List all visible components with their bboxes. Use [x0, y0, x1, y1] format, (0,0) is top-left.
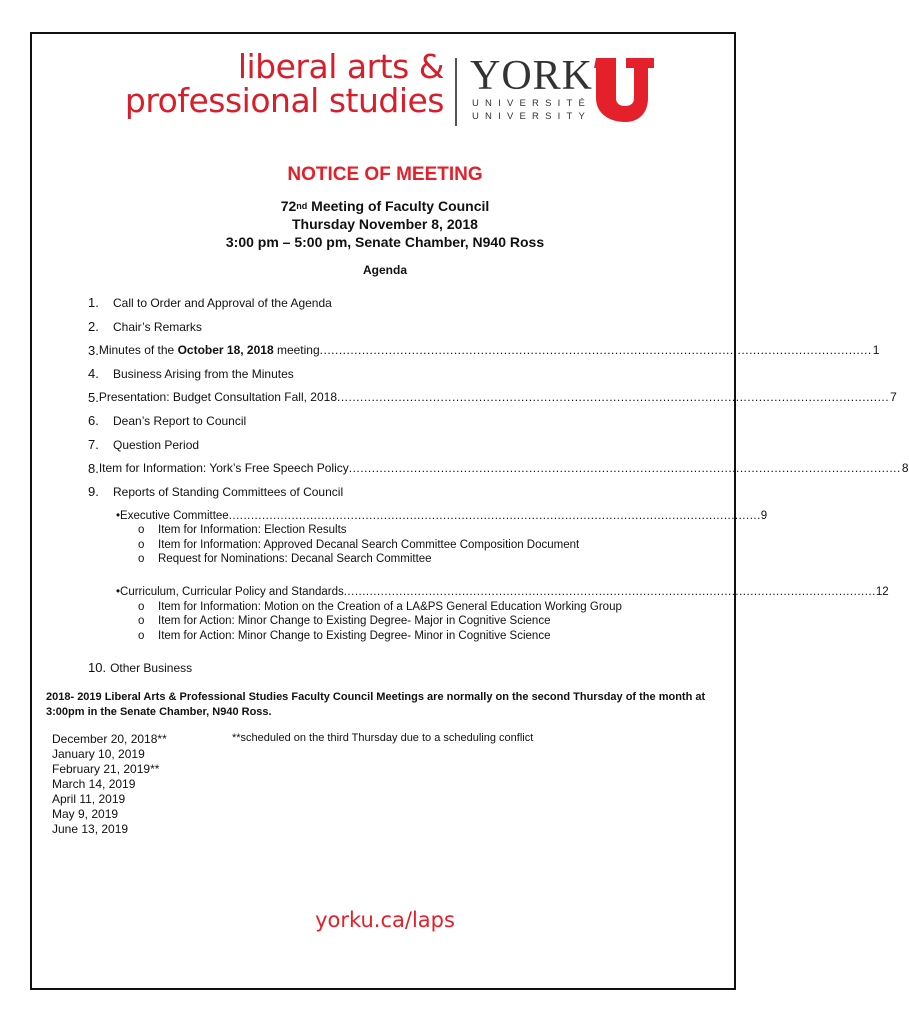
footer-url[interactable]: yorku.ca/laps	[315, 908, 455, 932]
meeting-name	[0, 198, 770, 214]
page-number: 8	[901, 461, 909, 475]
bullet-icon: •	[116, 586, 121, 598]
agenda-item: 6. Dean’s Report to Council	[88, 413, 247, 428]
committee-subitem: o Item for Information: Motion on the Creation of a LA&PS General Education Working Group	[138, 601, 622, 613]
meeting-name-text: Meeting of Faculty Council	[307, 198, 490, 214]
york-u-logo-icon	[596, 58, 654, 122]
meeting-date-item: February 21, 2019**	[52, 762, 160, 776]
dot-leader: ................................................................................................................................................	[228, 510, 761, 522]
page-number: 9	[760, 510, 768, 522]
agenda-item: 7. Question Period	[88, 437, 200, 452]
meeting-date-item: June 13, 2019	[52, 822, 129, 836]
meeting-time-place: 3:00 pm – 5:00 pm, Senate Chamber, N940 Ross	[225, 234, 545, 250]
agenda-item: 2. Chair’s Remarks	[88, 319, 202, 334]
agenda-heading: Agenda	[362, 263, 407, 277]
meeting-date-item: January 10, 2019	[52, 747, 145, 761]
circle-bullet-icon: o	[138, 630, 145, 642]
scheduling-footnote: **scheduled on the third Thursday due to a scheduling conflict	[232, 732, 534, 744]
circle-bullet-icon: o	[138, 524, 145, 536]
circle-bullet-icon: o	[138, 553, 145, 565]
agenda-item: 8. Item for Information: York’s Free Speech Policy ................................................................................................................................................ 8	[88, 461, 909, 476]
dot-leader: ................................................................................................................................................	[348, 461, 901, 475]
committee-subitem: o Item for Information: Election Results	[138, 524, 347, 536]
laps-logo-line1: liberal arts &	[237, 47, 444, 86]
meeting-dates-list	[52, 732, 167, 837]
schedule-note: 2018- 2019 Liberal Arts & Professional Studies Faculty Council Meetings are normally on the second Thursday of the month at 3:00pm in the Senate Chamber, N940 Ross.	[46, 691, 706, 718]
meeting-ordinal: nd	[296, 201, 308, 211]
page-number: 12	[875, 586, 889, 598]
circle-bullet-icon: o	[138, 601, 145, 613]
agenda-item: 3. Minutes of the October 18, 2018 meeting ................................................................................................................................................ 1	[88, 343, 880, 358]
committee-subitem: o Item for Action: Minor Change to Existing Degree- Minor in Cognitive Science	[138, 630, 551, 642]
committee-item: • Executive Committee ................................................................................................................................................ 9	[116, 510, 768, 522]
dot-leader: ................................................................................................................................................	[337, 390, 890, 404]
meeting-date-item: May 9, 2019	[52, 807, 119, 821]
circle-bullet-icon: o	[138, 615, 145, 627]
dot-leader: ................................................................................................................................................	[319, 343, 872, 357]
circle-bullet-icon: o	[138, 539, 145, 551]
committee-item: • Curriculum, Curricular Policy and Standards ................................................................................................................................................ 12	[116, 586, 889, 598]
laps-logo	[114, 47, 444, 120]
agenda-item: 10. Other Business	[88, 660, 193, 675]
universite-text: UNIVERSITÉ	[472, 98, 592, 109]
committee-subitem: o Request for Nominations: Decanal Search Committee	[138, 553, 432, 565]
laps-logo-line2: professional studies	[124, 81, 444, 120]
meeting-number: 72	[280, 198, 297, 214]
meeting-date-item: April 11, 2019	[52, 792, 126, 806]
meeting-date-item: December 20, 2018**	[52, 732, 167, 746]
agenda-item: 5. Presentation: Budget Consultation Fall, 2018 ................................................................................................................................................ 7	[88, 390, 897, 405]
agenda-item: 1. Call to Order and Approval of the Agenda	[88, 295, 332, 310]
bullet-icon: •	[116, 510, 121, 522]
committee-subitem: o Item for Action: Minor Change to Existing Degree- Major in Cognitive Science	[138, 615, 551, 627]
york-wordmark: YORK	[470, 53, 594, 99]
page-number: 7	[890, 390, 897, 404]
agenda-item: 4. Business Arising from the Minutes	[88, 366, 294, 381]
logo-divider	[455, 58, 457, 126]
page-number: 1	[872, 343, 880, 357]
university-text: UNIVERSITY	[472, 111, 592, 122]
dot-leader: ................................................................................................................................................	[343, 586, 876, 598]
meeting-date: Thursday November 8, 2018	[292, 216, 478, 232]
committee-subitem: o Item for Information: Approved Decanal Search Committee Composition Document	[138, 539, 580, 551]
agenda-item: 9. Reports of Standing Committees of Council	[88, 484, 344, 499]
meeting-date-item: March 14, 2019	[52, 777, 136, 791]
notice-title: NOTICE OF MEETING	[287, 164, 483, 185]
